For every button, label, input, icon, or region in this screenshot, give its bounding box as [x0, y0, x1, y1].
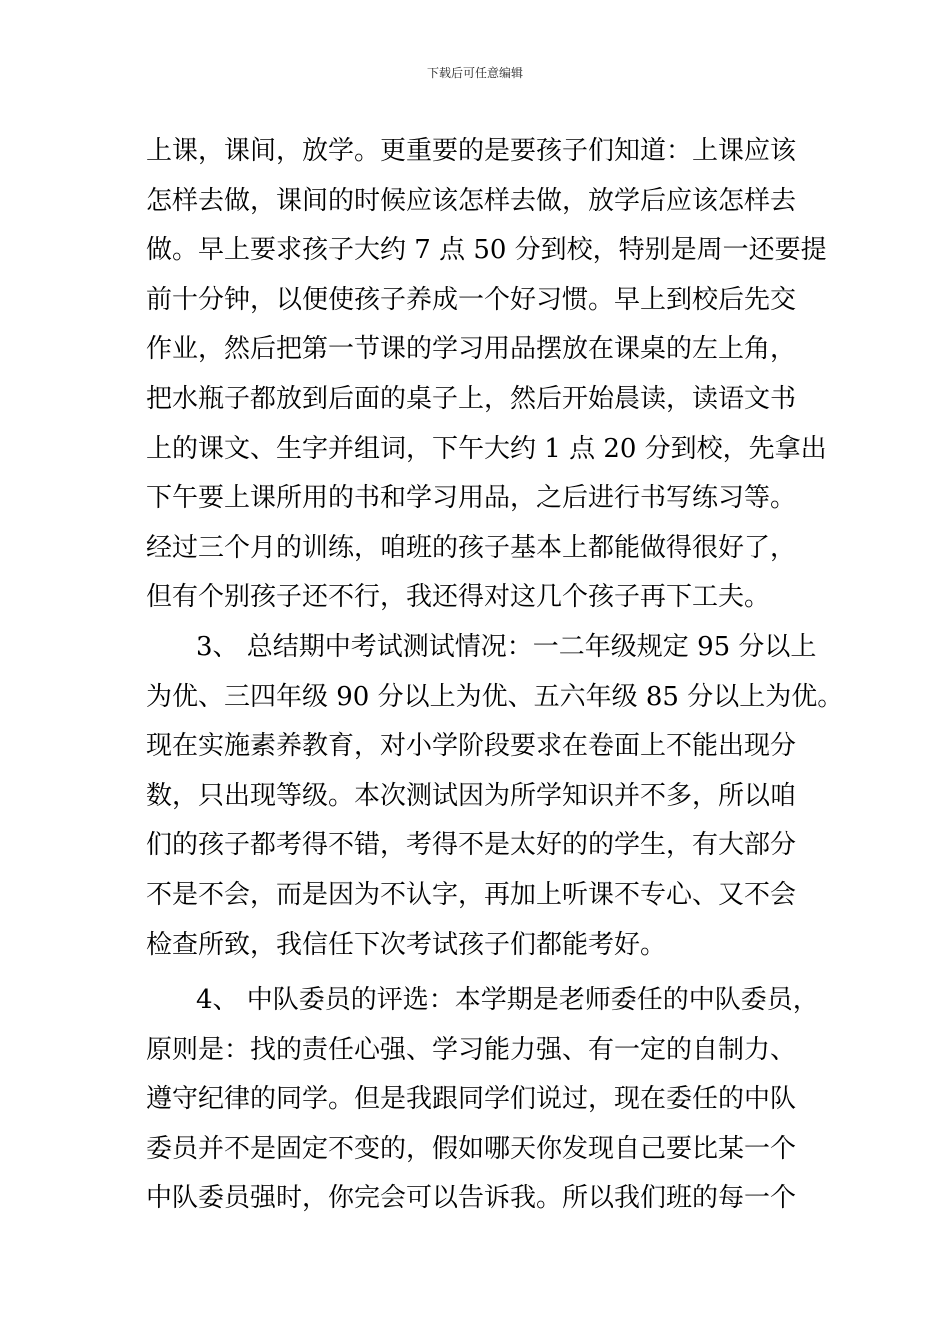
page-header: 下载后可任意编辑	[426, 66, 523, 80]
body-line: 不是不会，而是因为不认字，再加上听课不专心、又不会	[146, 879, 797, 910]
body-line: 前十分钟，以便使孩子养成一个好习惯。早上到校后先交	[146, 284, 797, 315]
body-line: 检查所致，我信任下次考试孩子们都能考好。	[146, 929, 667, 960]
body-line: 上课，课间，放学。更重要的是要孩子们知道：上课应该	[146, 136, 797, 166]
body-line: 做。早上要求孩子大约 7 点 50 分到校，特别是周一还要提	[146, 235, 827, 266]
body-line: 原则是：找的责任心强、学习能力强、有一定的自制力、	[146, 1034, 797, 1065]
body-line: 但有个别孩子还不行，我还得对这几个孩子再下工夫。	[146, 582, 771, 613]
section-3-heading-line: 3、 总结期中考试测试情况：一二年级规定 95 分以上	[196, 631, 817, 662]
body-line: 作业，然后把第一节课的学习用品摆放在课桌的左上角，	[146, 334, 797, 365]
body-line: 中队委员强时，你完会可以告诉我。所以我们班的每一个	[146, 1183, 797, 1214]
body-line: 为优、三四年级 90 分以上为优、五六年级 85 分以上为优。	[146, 681, 844, 712]
body-line: 遵守纪律的同学。但是我跟同学们说过，现在委任的中队	[146, 1084, 797, 1115]
section-4-heading-line: 4、 中队委员的评选：本学期是老师委任的中队委员，	[196, 985, 819, 1016]
body-line: 怎样去做，课间的时候应该怎样去做，放学后应该怎样去	[146, 185, 797, 216]
body-line: 下午要上课所用的书和学习用品，之后进行书写练习等。	[146, 483, 797, 514]
document-body	[146, 127, 844, 1224]
body-line: 经过三个月的训练，咱班的孩子基本上都能做得很好了，	[146, 532, 797, 563]
body-line: 数，只出现等级。本次测试因为所学知识并不多，所以咱	[146, 780, 797, 811]
body-line: 们的孩子都考得不错，考得不是太好的的学生，有大部分	[146, 830, 797, 861]
body-line: 现在实施素养教育，对小学阶段要求在卷面上不能出现分	[146, 731, 797, 762]
body-line: 委员并不是固定不变的，假如哪天你发现自己要比某一个	[146, 1133, 797, 1164]
body-line: 上的课文、生字并组词，下午大约 1 点 20 分到校，先拿出	[146, 433, 827, 464]
body-line: 把水瓶子都放到后面的桌子上，然后开始晨读，读语文书	[146, 383, 797, 414]
